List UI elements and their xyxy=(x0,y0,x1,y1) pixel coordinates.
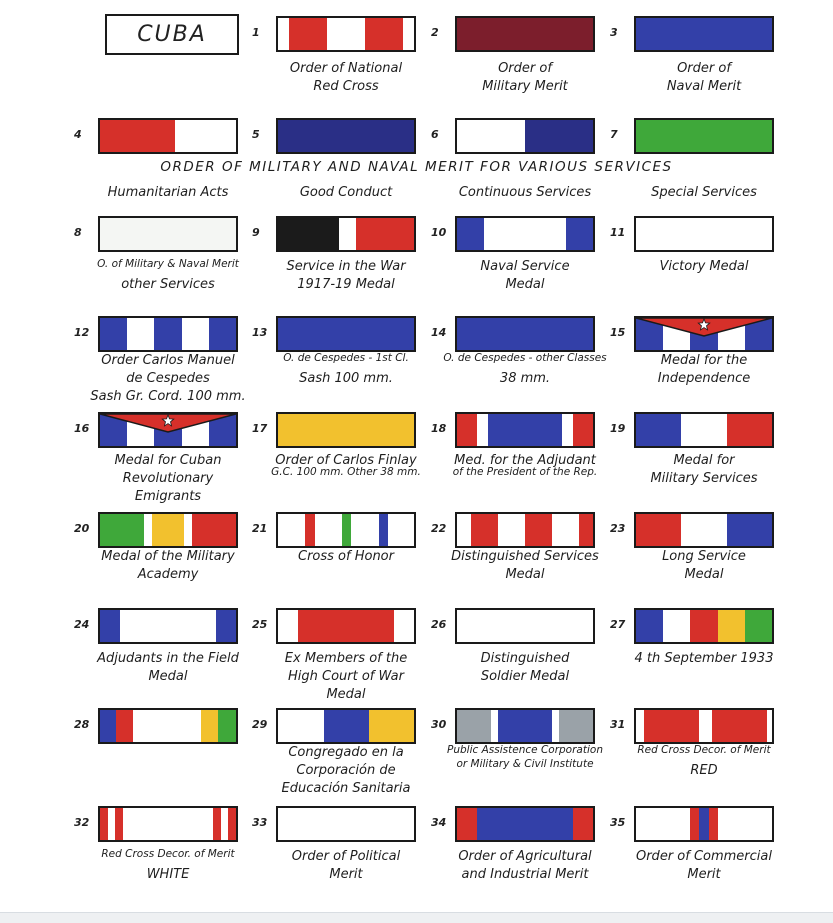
ribbon-caption: of the President of the Rep. xyxy=(452,466,598,478)
ribbon-caption: Naval Merit xyxy=(666,79,742,94)
ribbon-11 xyxy=(634,216,774,252)
ribbon-caption: or Military & Civil Institute xyxy=(456,758,594,770)
ribbon-caption: Victory Medal xyxy=(659,259,749,274)
ribbon-30 xyxy=(455,708,595,744)
ribbon-caption: Naval Service xyxy=(480,259,570,274)
ribbon-stripe xyxy=(289,18,327,50)
ribbon-caption: Order of Agricultural xyxy=(458,849,592,864)
ribbon-caption: Academy xyxy=(137,567,199,582)
ribbon-14 xyxy=(455,316,595,352)
ribbon-stripe xyxy=(727,514,772,546)
ribbon-stripe xyxy=(315,514,342,546)
ribbon-stripe xyxy=(477,414,488,446)
ribbon-stripe xyxy=(573,808,593,840)
ribbon-stripe xyxy=(152,514,185,546)
ribbon-31 xyxy=(634,708,774,744)
ribbon-stripe xyxy=(327,18,365,50)
ribbon-stripe xyxy=(394,610,414,642)
ribbon-caption: O. of Military & Naval Merit xyxy=(97,258,239,270)
ribbon-stripe xyxy=(100,808,108,840)
ribbon-stripe xyxy=(718,808,772,840)
ribbon-caption: Med. for the Adjudant xyxy=(454,453,596,468)
ribbon-caption: Medal for Cuban xyxy=(114,453,222,468)
ribbon-caption: Medal for the xyxy=(660,353,748,368)
ribbon-stripe xyxy=(123,808,213,840)
ribbon-stripe xyxy=(201,710,219,742)
ribbon-stripe xyxy=(636,120,772,152)
ribbon-stripe xyxy=(209,318,236,350)
ribbon-stripe xyxy=(727,414,772,446)
ribbon-number: 7 xyxy=(610,128,618,141)
ribbon-stripe xyxy=(579,514,593,546)
ribbon-number: 20 xyxy=(74,522,90,535)
ribbon-stripe xyxy=(498,710,552,742)
ribbon-caption: and Industrial Merit xyxy=(461,867,589,882)
ribbon-number: 5 xyxy=(252,128,260,141)
ribbon-stripe xyxy=(351,514,378,546)
ribbon-caption: 38 mm. xyxy=(499,371,551,386)
ribbon-15 xyxy=(634,316,774,352)
ribbon-stripe xyxy=(278,808,414,840)
ribbon-stripe xyxy=(457,414,477,446)
ribbon-caption: Red Cross xyxy=(313,79,379,94)
ribbon-stripe xyxy=(218,710,236,742)
ribbon-caption: Order Carlos Manuel xyxy=(101,353,235,368)
ribbon-stripe xyxy=(365,18,403,50)
ribbon-stripe xyxy=(339,218,355,250)
ribbon-number: 11 xyxy=(610,226,626,239)
ribbon-caption: Cross of Honor xyxy=(298,549,394,564)
ribbon-stripe xyxy=(552,514,579,546)
ribbon-caption: WHITE xyxy=(146,867,190,882)
ribbon-stripe xyxy=(116,710,132,742)
ribbon-number: 24 xyxy=(74,618,90,631)
ribbon-caption: Public Assistence Corporation xyxy=(447,744,603,756)
ribbon-stripe xyxy=(457,120,525,152)
ribbon-stripe xyxy=(228,808,236,840)
ribbon-stripe xyxy=(525,514,552,546)
ribbon-10 xyxy=(455,216,595,252)
ribbon-caption: Military Services xyxy=(650,471,758,486)
ribbon-stripe xyxy=(120,610,215,642)
ribbon-caption: O. de Cespedes - other Classes xyxy=(443,352,607,364)
ribbon-stripe xyxy=(278,710,324,742)
ribbon-stripe xyxy=(573,414,593,446)
ribbon-stripe xyxy=(681,514,727,546)
ribbon-stripe xyxy=(278,120,414,152)
ribbon-number: 18 xyxy=(431,422,447,435)
ribbon-caption: Medal xyxy=(505,567,545,582)
ribbon-stripe xyxy=(100,218,236,250)
ribbon-6 xyxy=(455,118,595,154)
ribbon-caption: G.C. 100 mm. Other 38 mm. xyxy=(271,466,421,478)
cuban-flag-triangle xyxy=(100,414,236,446)
ribbon-stripe xyxy=(108,808,115,840)
ribbon-stripe xyxy=(712,710,766,742)
ribbon-stripe xyxy=(175,120,236,152)
ribbon-number: 2 xyxy=(431,26,439,39)
ribbon-stripe xyxy=(644,710,698,742)
ribbon-caption: Military Merit xyxy=(482,79,568,94)
ribbon-number: 28 xyxy=(74,718,90,731)
ribbon-stripe xyxy=(278,18,289,50)
ribbon-1 xyxy=(276,16,416,52)
ribbon-stripe xyxy=(100,514,144,546)
ribbon-stripe xyxy=(636,514,681,546)
ribbon-stripe xyxy=(718,610,745,642)
ribbon-stripe xyxy=(115,808,123,840)
ribbon-stripe xyxy=(305,514,315,546)
ribbon-27 xyxy=(634,608,774,644)
ribbon-number: 22 xyxy=(431,522,447,535)
ribbon-stripe xyxy=(636,18,772,50)
ribbon-stripe xyxy=(525,120,593,152)
ribbon-caption: Merit xyxy=(329,867,363,882)
ribbon-33 xyxy=(276,806,416,842)
ribbon-stripe xyxy=(709,808,717,840)
ribbon-caption: Good Conduct xyxy=(299,185,393,200)
ribbon-stripe xyxy=(278,414,414,446)
cuban-flag-triangle xyxy=(636,318,772,350)
ribbon-stripe xyxy=(100,318,127,350)
ribbon-12 xyxy=(98,316,238,352)
ribbon-number: 31 xyxy=(610,718,626,731)
ribbon-caption: Emigrants xyxy=(134,489,202,504)
ribbon-28 xyxy=(98,708,238,744)
ribbon-caption: Medal xyxy=(684,567,724,582)
ribbon-caption: Medal for xyxy=(673,453,735,468)
ribbon-stripe xyxy=(681,414,727,446)
ribbon-stripe xyxy=(690,610,717,642)
ribbon-caption: Continuous Services xyxy=(458,185,592,200)
ribbon-stripe xyxy=(636,414,681,446)
ribbon-stripe xyxy=(562,414,573,446)
ribbon-number: 33 xyxy=(252,816,268,829)
ribbon-stripe xyxy=(636,610,663,642)
ribbon-caption: O. de Cespedes - 1st Cl. xyxy=(283,352,409,364)
ribbon-caption: Order of Carlos Finlay xyxy=(275,453,417,468)
ribbon-number: 1 xyxy=(252,26,260,39)
ribbon-number: 35 xyxy=(610,816,626,829)
ribbon-caption: Red Cross Decor. of Merit xyxy=(101,848,235,860)
ribbon-number: 29 xyxy=(252,718,268,731)
ribbon-3 xyxy=(634,16,774,52)
ribbon-25 xyxy=(276,608,416,644)
ribbon-stripe xyxy=(471,514,498,546)
ribbon-number: 21 xyxy=(252,522,268,535)
ribbon-stripe xyxy=(100,710,116,742)
ribbon-stripe xyxy=(379,514,389,546)
ribbon-21 xyxy=(276,512,416,548)
ribbon-stripe xyxy=(213,808,221,840)
ribbon-stripe xyxy=(457,218,484,250)
ribbon-caption: Special Services xyxy=(651,185,757,200)
ribbon-35 xyxy=(634,806,774,842)
ribbon-stripe xyxy=(552,710,559,742)
ribbon-caption: de Cespedes xyxy=(126,371,210,386)
ribbon-caption: Red Cross Decor. of Merit xyxy=(637,744,771,756)
ribbon-7 xyxy=(634,118,774,154)
ribbon-caption: 1917-19 Medal xyxy=(297,277,395,292)
ribbon-24 xyxy=(98,608,238,644)
ribbon-stripe xyxy=(221,808,228,840)
ribbon-caption: Soldier Medal xyxy=(480,669,570,684)
ribbon-caption: Long Service xyxy=(662,549,746,564)
ribbon-stripe xyxy=(559,710,593,742)
ribbon-number: 4 xyxy=(74,128,82,141)
ribbon-20 xyxy=(98,512,238,548)
ribbon-caption: Educación Sanitaria xyxy=(281,781,411,796)
ribbon-stripe xyxy=(745,610,772,642)
ribbon-caption: Ex Members of the xyxy=(284,651,408,666)
ribbon-stripe xyxy=(457,710,491,742)
ribbon-number: 16 xyxy=(74,422,90,435)
ribbon-8 xyxy=(98,216,238,252)
ribbon-stripe xyxy=(278,514,305,546)
ribbon-stripe xyxy=(369,710,414,742)
ribbon-13 xyxy=(276,316,416,352)
ribbon-stripe xyxy=(278,318,414,350)
ribbon-19 xyxy=(634,412,774,448)
ribbon-stripe xyxy=(278,218,339,250)
ribbon-caption: Revolutionary xyxy=(122,471,214,486)
ribbon-stripe xyxy=(699,808,710,840)
ribbon-caption: Distinguished Services xyxy=(451,549,599,564)
ribbon-23 xyxy=(634,512,774,548)
ribbon-29 xyxy=(276,708,416,744)
ribbon-number: 19 xyxy=(610,422,626,435)
ribbon-stripe xyxy=(636,710,644,742)
ribbon-caption: Merit xyxy=(687,867,721,882)
ribbon-stripe xyxy=(403,18,414,50)
ribbon-4 xyxy=(98,118,238,154)
ribbon-2 xyxy=(455,16,595,52)
ribbon-caption: Service in the War xyxy=(286,259,406,274)
ribbon-caption: other Services xyxy=(121,277,215,292)
ribbon-caption: Order of xyxy=(498,61,552,76)
ribbon-stripe xyxy=(488,414,561,446)
ribbon-stripe xyxy=(356,218,414,250)
ribbon-stripe xyxy=(184,514,192,546)
ribbon-number: 6 xyxy=(431,128,439,141)
ribbon-number: 10 xyxy=(431,226,447,239)
ribbon-stripe xyxy=(457,18,593,50)
ribbon-caption: Sash Gr. Cord. 100 mm. xyxy=(90,389,246,404)
ribbon-caption: Medal xyxy=(148,669,188,684)
ribbon-stripe xyxy=(154,318,181,350)
ribbon-stripe xyxy=(636,808,690,840)
ribbon-stripe xyxy=(636,218,772,250)
ribbon-caption: Distinguished xyxy=(480,651,570,666)
ribbon-caption: Medal xyxy=(326,687,366,702)
ribbon-stripe xyxy=(100,610,120,642)
ribbon-stripe xyxy=(144,514,152,546)
cuba-title-box: CUBA xyxy=(105,14,239,55)
ribbon-stripe xyxy=(477,808,572,840)
ribbon-caption: Congregado en la xyxy=(288,745,404,760)
ribbon-stripe xyxy=(457,318,593,350)
ribbon-stripe xyxy=(388,514,414,546)
ribbon-number: 14 xyxy=(431,326,447,339)
ribbon-caption: Medal of the Military xyxy=(101,549,235,564)
ribbon-number: 26 xyxy=(431,618,447,631)
ribbon-stripe xyxy=(182,318,209,350)
ribbon-caption: Independence xyxy=(657,371,751,386)
ribbon-stripe xyxy=(699,710,713,742)
ribbon-caption: Order of Commercial xyxy=(635,849,772,864)
ribbon-stripe xyxy=(342,514,352,546)
ribbon-stripe xyxy=(767,710,772,742)
ribbon-number: 12 xyxy=(74,326,90,339)
scan-bottom-edge xyxy=(0,912,833,923)
ribbon-caption: 4 th September 1933 xyxy=(634,651,774,666)
ribbon-number: 30 xyxy=(431,718,447,731)
ribbon-stripe xyxy=(278,610,298,642)
ribbon-stripe xyxy=(100,120,175,152)
ribbon-caption: Order of National xyxy=(289,61,403,76)
ribbon-16 xyxy=(98,412,238,448)
ribbon-5 xyxy=(276,118,416,154)
ribbon-18 xyxy=(455,412,595,448)
ribbon-caption: Medal xyxy=(505,277,545,292)
ribbon-32 xyxy=(98,806,238,842)
ribbon-number: 32 xyxy=(74,816,90,829)
ribbon-stripe xyxy=(457,514,471,546)
ribbon-number: 8 xyxy=(74,226,82,239)
ribbon-caption: Sash 100 mm. xyxy=(299,371,393,386)
ribbon-stripe xyxy=(192,514,236,546)
ribbon-stripe xyxy=(498,514,525,546)
ribbon-stripe xyxy=(133,710,201,742)
ribbon-caption: RED xyxy=(690,763,718,778)
ribbon-number: 25 xyxy=(252,618,268,631)
ribbon-number: 27 xyxy=(610,618,626,631)
ribbon-caption: Humanitarian Acts xyxy=(107,185,229,200)
ribbon-stripe xyxy=(298,610,393,642)
ribbon-stripe xyxy=(127,318,154,350)
ribbon-stripe xyxy=(491,710,498,742)
ribbon-stripe xyxy=(690,808,698,840)
ribbon-stripe xyxy=(484,218,566,250)
ribbon-number: 3 xyxy=(610,26,618,39)
ribbon-number: 15 xyxy=(610,326,626,339)
ribbon-stripe xyxy=(216,610,236,642)
ribbon-22 xyxy=(455,512,595,548)
ribbon-9 xyxy=(276,216,416,252)
ribbon-34 xyxy=(455,806,595,842)
ribbon-caption: Corporación de xyxy=(296,763,396,778)
ribbon-number: 9 xyxy=(252,226,260,239)
ribbon-caption: Order of Political xyxy=(291,849,401,864)
ribbon-caption: Order of xyxy=(677,61,731,76)
ribbon-stripe xyxy=(566,218,593,250)
ribbon-17 xyxy=(276,412,416,448)
ribbon-stripe xyxy=(663,610,690,642)
ribbon-stripe xyxy=(324,710,369,742)
ribbon-caption: Adjudants in the Field xyxy=(97,651,239,666)
ribbon-number: 17 xyxy=(252,422,268,435)
section-heading: ORDER OF MILITARY AND NAVAL MERIT FOR VARIOUS SERVICES xyxy=(160,159,673,175)
ribbon-26 xyxy=(455,608,595,644)
ribbon-stripe xyxy=(457,610,593,642)
ribbon-number: 13 xyxy=(252,326,268,339)
ribbon-stripe xyxy=(457,808,477,840)
ribbon-number: 34 xyxy=(431,816,447,829)
ribbon-number: 23 xyxy=(610,522,626,535)
ribbon-caption: High Court of War xyxy=(288,669,404,684)
